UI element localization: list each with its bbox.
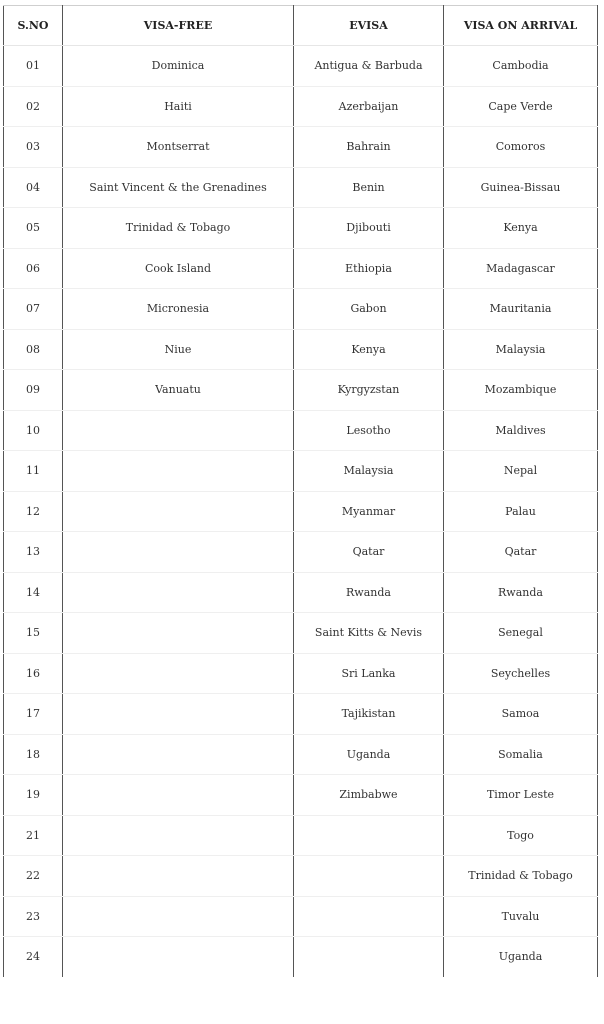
visa-free-cell: Cook Island bbox=[63, 248, 294, 289]
visa-free-cell bbox=[63, 613, 294, 654]
visa-free-cell: Montserrat bbox=[63, 127, 294, 168]
table-row bbox=[4, 896, 598, 937]
table-row bbox=[4, 572, 598, 613]
evisa-cell: Saint Kitts & Nevis bbox=[294, 613, 444, 654]
visa-free-cell bbox=[63, 410, 294, 451]
visa-on-arrival-cell: Maldives bbox=[444, 410, 598, 451]
table-row bbox=[4, 289, 598, 330]
visa-on-arrival-cell: Trinidad & Tobago bbox=[444, 856, 598, 897]
visa-on-arrival-cell: Cambodia bbox=[444, 46, 598, 87]
visa-table bbox=[3, 5, 598, 977]
visa-free-cell: Trinidad & Tobago bbox=[63, 208, 294, 249]
serial-number-cell: 03 bbox=[4, 127, 63, 168]
visa-free-cell: Vanuatu bbox=[63, 370, 294, 411]
table-row bbox=[4, 410, 598, 451]
serial-number-cell: 14 bbox=[4, 572, 63, 613]
table-row bbox=[4, 248, 598, 289]
table-header bbox=[4, 6, 598, 46]
evisa-cell: Malaysia bbox=[294, 451, 444, 492]
table-row bbox=[4, 86, 598, 127]
visa-free-cell bbox=[63, 653, 294, 694]
table-row bbox=[4, 491, 598, 532]
serial-number-cell: 22 bbox=[4, 856, 63, 897]
table-row bbox=[4, 734, 598, 775]
evisa-cell bbox=[294, 856, 444, 897]
serial-number-cell: 21 bbox=[4, 815, 63, 856]
header-evisa: EVISA bbox=[294, 6, 444, 46]
serial-number-cell: 09 bbox=[4, 370, 63, 411]
table-row bbox=[4, 613, 598, 654]
visa-free-cell: Saint Vincent & the Grenadines bbox=[63, 167, 294, 208]
evisa-cell: Sri Lanka bbox=[294, 653, 444, 694]
serial-number-cell: 13 bbox=[4, 532, 63, 573]
table-body bbox=[4, 46, 598, 977]
serial-number-cell: 06 bbox=[4, 248, 63, 289]
serial-number-cell: 02 bbox=[4, 86, 63, 127]
visa-on-arrival-cell: Seychelles bbox=[444, 653, 598, 694]
header-visa-free: VISA-FREE bbox=[63, 6, 294, 46]
table-row bbox=[4, 208, 598, 249]
table-row bbox=[4, 856, 598, 897]
serial-number-cell: 15 bbox=[4, 613, 63, 654]
visa-on-arrival-cell: Timor Leste bbox=[444, 775, 598, 816]
table-row bbox=[4, 370, 598, 411]
visa-free-cell: Niue bbox=[63, 329, 294, 370]
table-row bbox=[4, 815, 598, 856]
table-row bbox=[4, 167, 598, 208]
visa-on-arrival-cell: Samoa bbox=[444, 694, 598, 735]
visa-free-cell: Micronesia bbox=[63, 289, 294, 330]
visa-free-cell bbox=[63, 532, 294, 573]
visa-free-cell bbox=[63, 734, 294, 775]
visa-free-cell: Haiti bbox=[63, 86, 294, 127]
header-visa-on-arrival: VISA ON ARRIVAL bbox=[444, 6, 598, 46]
visa-free-cell bbox=[63, 572, 294, 613]
evisa-cell: Lesotho bbox=[294, 410, 444, 451]
evisa-cell: Ethiopia bbox=[294, 248, 444, 289]
serial-number-cell: 05 bbox=[4, 208, 63, 249]
evisa-cell: Rwanda bbox=[294, 572, 444, 613]
visa-free-cell bbox=[63, 815, 294, 856]
evisa-cell: Djibouti bbox=[294, 208, 444, 249]
evisa-cell: Uganda bbox=[294, 734, 444, 775]
evisa-cell: Kyrgyzstan bbox=[294, 370, 444, 411]
table-row bbox=[4, 937, 598, 977]
visa-free-cell bbox=[63, 491, 294, 532]
evisa-cell: Myanmar bbox=[294, 491, 444, 532]
header-serial-number: S.NO bbox=[4, 6, 63, 46]
evisa-cell bbox=[294, 937, 444, 977]
header-row bbox=[4, 6, 598, 46]
visa-on-arrival-cell: Mozambique bbox=[444, 370, 598, 411]
visa-on-arrival-cell: Rwanda bbox=[444, 572, 598, 613]
serial-number-cell: 17 bbox=[4, 694, 63, 735]
serial-number-cell: 23 bbox=[4, 896, 63, 937]
visa-free-cell: Dominica bbox=[63, 46, 294, 87]
visa-on-arrival-cell: Comoros bbox=[444, 127, 598, 168]
serial-number-cell: 16 bbox=[4, 653, 63, 694]
visa-on-arrival-cell: Tuvalu bbox=[444, 896, 598, 937]
visa-on-arrival-cell: Guinea-Bissau bbox=[444, 167, 598, 208]
visa-free-cell bbox=[63, 896, 294, 937]
visa-on-arrival-cell: Madagascar bbox=[444, 248, 598, 289]
visa-free-cell bbox=[63, 775, 294, 816]
serial-number-cell: 10 bbox=[4, 410, 63, 451]
evisa-cell: Qatar bbox=[294, 532, 444, 573]
table-row bbox=[4, 694, 598, 735]
visa-free-cell bbox=[63, 694, 294, 735]
evisa-cell bbox=[294, 896, 444, 937]
evisa-cell: Kenya bbox=[294, 329, 444, 370]
evisa-cell bbox=[294, 815, 444, 856]
serial-number-cell: 08 bbox=[4, 329, 63, 370]
evisa-cell: Tajikistan bbox=[294, 694, 444, 735]
visa-free-cell bbox=[63, 451, 294, 492]
visa-on-arrival-cell: Mauritania bbox=[444, 289, 598, 330]
evisa-cell: Bahrain bbox=[294, 127, 444, 168]
evisa-cell: Azerbaijan bbox=[294, 86, 444, 127]
evisa-cell: Benin bbox=[294, 167, 444, 208]
evisa-cell: Zimbabwe bbox=[294, 775, 444, 816]
serial-number-cell: 18 bbox=[4, 734, 63, 775]
serial-number-cell: 12 bbox=[4, 491, 63, 532]
visa-on-arrival-cell: Qatar bbox=[444, 532, 598, 573]
visa-on-arrival-cell: Somalia bbox=[444, 734, 598, 775]
serial-number-cell: 01 bbox=[4, 46, 63, 87]
serial-number-cell: 04 bbox=[4, 167, 63, 208]
table-row bbox=[4, 532, 598, 573]
visa-free-cell bbox=[63, 937, 294, 977]
visa-on-arrival-cell: Senegal bbox=[444, 613, 598, 654]
table-row bbox=[4, 653, 598, 694]
serial-number-cell: 07 bbox=[4, 289, 63, 330]
visa-on-arrival-cell: Kenya bbox=[444, 208, 598, 249]
visa-on-arrival-cell: Palau bbox=[444, 491, 598, 532]
table-row bbox=[4, 775, 598, 816]
serial-number-cell: 24 bbox=[4, 937, 63, 977]
visa-free-cell bbox=[63, 856, 294, 897]
serial-number-cell: 19 bbox=[4, 775, 63, 816]
serial-number-cell: 11 bbox=[4, 451, 63, 492]
evisa-cell: Gabon bbox=[294, 289, 444, 330]
evisa-cell: Antigua & Barbuda bbox=[294, 46, 444, 87]
visa-on-arrival-cell: Nepal bbox=[444, 451, 598, 492]
table-row bbox=[4, 451, 598, 492]
visa-table-container bbox=[3, 5, 598, 977]
table-row bbox=[4, 329, 598, 370]
visa-on-arrival-cell: Uganda bbox=[444, 937, 598, 977]
visa-on-arrival-cell: Cape Verde bbox=[444, 86, 598, 127]
table-row bbox=[4, 127, 598, 168]
visa-on-arrival-cell: Malaysia bbox=[444, 329, 598, 370]
table-row bbox=[4, 46, 598, 87]
visa-on-arrival-cell: Togo bbox=[444, 815, 598, 856]
